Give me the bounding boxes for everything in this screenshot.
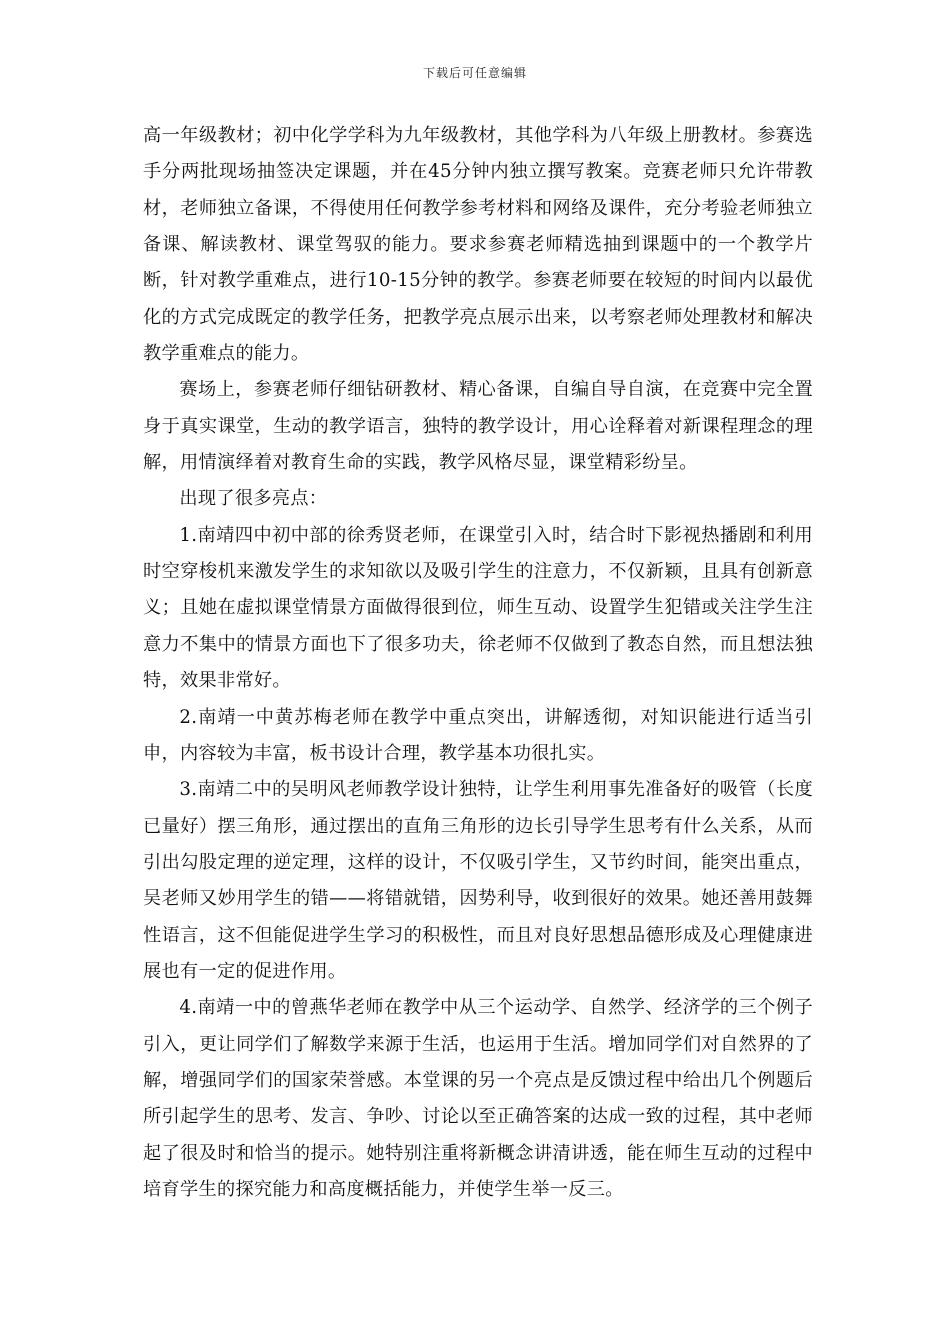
paragraph-competition-scene: 赛场上，参赛老师仔细钻研教材、精心备课，自编自导自演，在竞赛中完全置身于真实课堂，生动的教学语言，独特的教学设计，用心诠释着对新课程理念的理解，用情演绎着对教育生命的实践，教学风格尽显，课堂精彩纷呈。 (143, 379, 813, 474)
paragraph-highlight-4: 4.南靖一中的曾燕华老师在教学中从三个运动学、自然学、经济学的三个例子引入，更让同学们了解数学来源于生活，也运用于生活。增加同学们对自然界的了解，增强同学们的国家荣誉感。本堂课的另一个亮点是反馈过程中给出几个例题后所引起学生的思考、发言、争吵、讨论以至正确答案的达成一致的过程，其中老师起了很及时和恰当的提示。她特别注重将新概念讲清讲透，能在师生互动的过程中培育学生的探究能力和高度概括能力，并使学生举一反三。 (143, 997, 813, 1200)
paragraph-highlight-1: 1.南靖四中初中部的徐秀贤老师，在课堂引入时，结合时下影视热播剧和利用时空穿梭机来激发学生的求知欲以及吸引学生的注意力，不仅新颖，且具有创新意义；且她在虚拟课堂情景方面做得很到位，师生互动、设置学生犯错或关注学生注意力不集中的情景方面也下了很多功夫，徐老师不仅做到了教态自然，而且想法独特，效果非常好。 (143, 524, 813, 692)
paragraph-highlight-2: 2.南靖一中黄苏梅老师在教学中重点突出，讲解透彻，对知识能进行适当引申，内容较为丰富，板书设计合理，教学基本功很扎实。 (143, 706, 813, 764)
document-body (143, 118, 813, 1208)
page-header: 下载后可任意编辑 (422, 66, 527, 80)
paragraph-highlights-intro: 出现了很多亮点： (179, 488, 328, 510)
paragraph-highlight-3: 3.南靖二中的吴明风老师教学设计独特，让学生利用事先准备好的吸管（长度已量好）摆三角形，通过摆出的直角三角形的边长引导学生思考有什么关系，从而引出勾股定理的逆定理，这样的设计，不仅吸引学生，又节约时间，能突出重点，吴老师又妙用学生的错——将错就错，因势利导，收到很好的效果。她还善用鼓舞性语言，这不但能促进学生学习的积极性，而且对良好思想品德形成及心理健康进展也有一定的促进作用。 (143, 779, 813, 982)
paragraph-continued: 高一年级教材；初中化学学科为九年级教材，其他学科为八年级上册教材。参赛选手分两批现场抽签决定课题，并在45分钟内独立撰写教案。竞赛老师只允许带教材，老师独立备课，不得使用任何教学参考材料和网络及课件，充分考验老师独立备课、解读教材、课堂驾驭的能力。要求参赛老师精选抽到课题中的一个教学片断，针对教学重难点，进行10-15分钟的教学。参赛老师要在较短的时间内以最优化的方式完成既定的教学任务，把教学亮点展示出来，以考察老师处理教材和解决教学重难点的能力。 (143, 125, 813, 365)
